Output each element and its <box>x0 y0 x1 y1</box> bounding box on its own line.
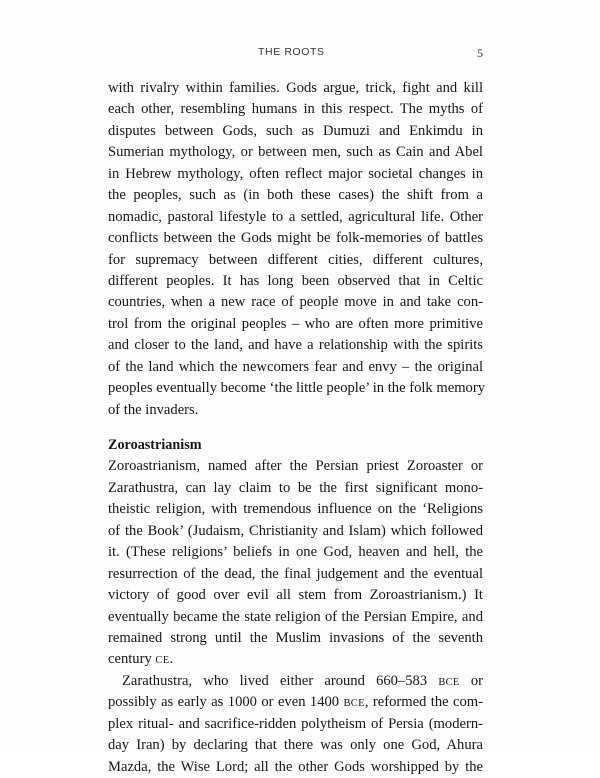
paragraph-1 <box>108 78 486 421</box>
text-line: resurrection of the dead, the final judgement and the eventual <box>108 565 483 582</box>
era-abbreviation: BCE <box>438 676 460 688</box>
text-line: of the Book’ (Judaism, Christianity and Islam) which followed <box>108 522 483 539</box>
text-fragment: , reformed the com- <box>364 694 484 711</box>
text-line <box>108 649 483 670</box>
text-line: conflicts between the Gods might be folk-memories of battles <box>108 230 483 247</box>
text-fragment: century <box>108 651 156 668</box>
text-line: different peoples. It has long been observed that in Celtic <box>108 272 483 289</box>
text-line: eventually became the state religion of the Persian Empire, and <box>108 608 483 625</box>
text-fragment: . <box>169 651 174 668</box>
text-line: Sumerian mythology, or between men, such as Cain and Abel <box>108 144 483 161</box>
text-fragment: possibly as early as 1000 or even 1400 <box>108 694 344 711</box>
text-line: theistic religion, with tremendous influence on the ‘Religions <box>108 501 483 518</box>
text-line: in Hebrew mythology, often reflect major societal changes in <box>108 165 483 182</box>
text-line: of the land which the newcomers fear and envy – the original <box>108 358 483 375</box>
text-line: Zoroastrianism, named after the Persian priest Zoroaster or <box>108 458 483 475</box>
text-line: nomadic, pastoral lifestyle to a settled, agricultural life. Other <box>108 208 483 225</box>
paragraph-3 <box>108 671 483 778</box>
paragraph-2 <box>108 456 483 670</box>
page-number: 5 <box>477 46 483 60</box>
text-line: for supremacy between different cities, different cultures, <box>108 251 483 268</box>
text-line: of the invaders. <box>108 401 199 418</box>
text-line <box>108 671 483 692</box>
text-line: each other, resembling humans in this respect. The myths of <box>108 101 483 118</box>
text-line: the peoples, such as (in both these cases) the shift from a <box>108 187 483 204</box>
section-heading: Zoroastrianism <box>108 437 202 453</box>
text-fragment: Zarathustra, who lived either around 660–583 <box>122 672 439 689</box>
body-text <box>108 78 486 778</box>
section-gap <box>108 421 483 435</box>
text-line: trol from the original peoples – who are often more primitive <box>108 315 483 332</box>
text-line: peoples eventually become ‘the little people’ in the folk memory <box>108 380 486 397</box>
text-line: Zarathustra, can lay claim to be the first significant mono- <box>108 479 483 496</box>
running-head <box>108 46 483 60</box>
chapter-title: THE ROOTS <box>258 46 325 58</box>
text-line: and closer to the land, and have a relationship with the spirits <box>108 337 483 354</box>
era-abbreviation: BCE <box>343 698 365 710</box>
text-line: disputes between Gods, such as Dumuzi and Enkimdu in <box>108 122 483 139</box>
text-line: day Iran) by declaring that there was only one God, Ahura <box>108 737 483 754</box>
text-line: it. (These religions’ beliefs in one God, heaven and hell, the <box>108 544 483 561</box>
text-line: with rivalry within families. Gods argue, trick, fight and kill <box>108 80 483 96</box>
text-line: Mazda, the Wise Lord; all the other Gods worshipped by the <box>108 758 483 775</box>
text-line: countries, when a new race of people move in and take con- <box>108 294 483 311</box>
era-abbreviation: CE <box>155 655 170 667</box>
text-fragment: or <box>459 672 483 689</box>
text-line: remained strong until the Muslim invasions of the seventh <box>108 629 483 646</box>
text-line: victory of good over evil all stem from Zoroastrianism.) It <box>108 587 483 604</box>
text-line: plex ritual- and sacrifice-ridden polytheism of Persia (modern- <box>108 715 483 732</box>
text-line <box>108 692 483 713</box>
